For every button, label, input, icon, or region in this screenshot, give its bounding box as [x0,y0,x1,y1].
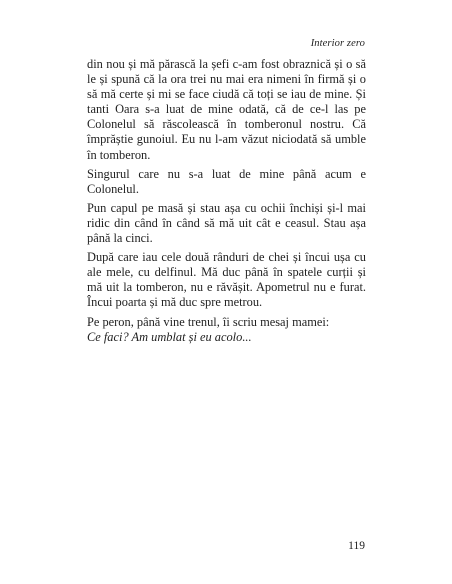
paragraph-text: Pe peron, până vine trenul, îi scriu mesaj mamei: [87,314,330,329]
paragraph: Singurul care nu s-a luat de mine până acum e Colonelul. [87,166,366,196]
paragraph: După care iau cele două rânduri de chei și încui ușa cu ale mele, cu delfinul. Mă duc până în spatele curții și mă uit la tomberon, nu e răvășit. Apometrul nu e furat. Încui poarta și mă duc spre metrou. [87,250,366,310]
body-text [87,57,366,345]
paragraph-last [87,315,366,345]
paragraph: Pun capul pe masă și stau așa cu ochii închiși și-l mai ridic din când în când să mă uit cât e ceasul. Stau așa până la cinci. [87,200,366,246]
page-number: 119 [348,540,365,552]
italic-message: Ce faci? Am umblat și eu acolo... [87,329,252,344]
running-head: Interior zero [310,38,365,49]
paragraph: din nou și mă părască la șefi c-am fost obraznică și o să le și spună că la ora trei nu mai era nimeni în firmă și o să mă certe și mi se face ciudă că toți se iau de mine. Și tanti Oara s-a luat de mine odată, că de ce-l las pe Colonelul să răscolească în tomberonul nostru. Că împrăștie gunoiul. Eu nu l-am văzut niciodată să umble în tomberon. [87,57,366,162]
